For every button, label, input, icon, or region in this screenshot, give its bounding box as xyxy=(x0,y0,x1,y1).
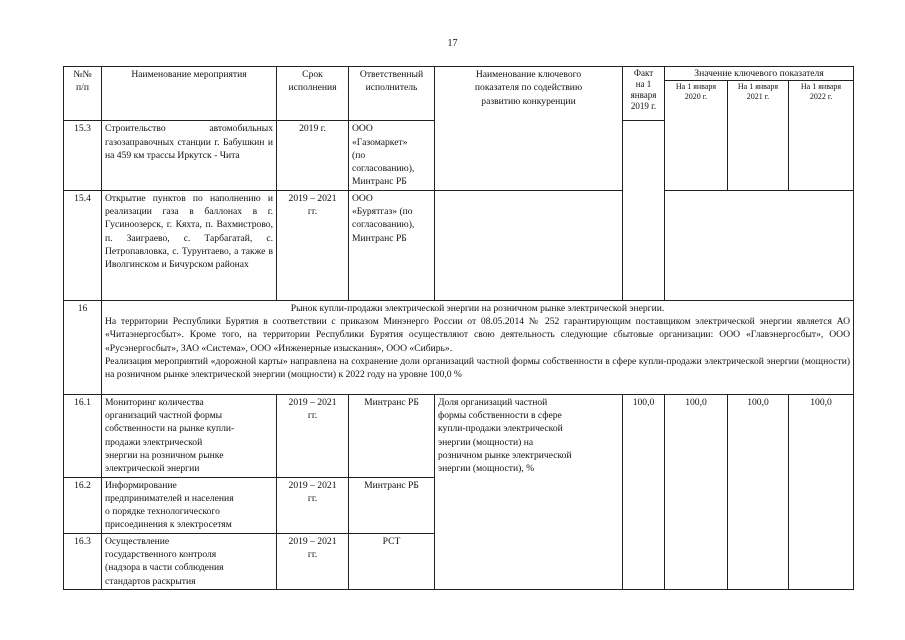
header-fact: Факт на 1 января 2019 г. xyxy=(623,67,665,121)
row-event: Осуществление государственного контроля (надзора в части соблюдения стандартов раскрытия xyxy=(102,533,277,589)
row-fact xyxy=(623,121,665,300)
table-row xyxy=(64,394,854,477)
table-row xyxy=(64,190,854,300)
indicator-name: Доля организаций частной формы собственности в сфере купли-продажи электрической энергии (мощности) на розничном рынке электрической энергии (мощности), % xyxy=(435,394,623,589)
roadmap-table xyxy=(63,66,854,590)
row-event: Открытие пунктов по наполнению и реализации газа в баллонах в г. Гусиноозерск, г. Кяхта, п. Вахмистрово, п. Заиграево, с. Тарбагатай, с. Петропавловка, с. Турунтаево, а также в Иволгинском и Бичурском районах xyxy=(102,190,277,300)
indicator-2022: 100,0 xyxy=(789,394,854,589)
section-paragraph: Реализация мероприятий «дорожной карты» направлена на сохранение доли организаций частной формы собственности в сфере купли-продажи электрической энергии (мощности) на розничном рынке электрической энергии (мощности) к 2022 году на уровне 100,0 % xyxy=(105,355,851,381)
row-num: 16.3 xyxy=(64,533,102,589)
row-event: Строительство автомобильных газозаправочных станции г. Бабушкин и на 459 км трассы Иркутск - Чита xyxy=(102,121,277,190)
row-indicator xyxy=(435,190,623,300)
row-deadline: 2019 – 2021 гг. xyxy=(277,190,349,300)
row-num: 16.1 xyxy=(64,394,102,477)
row-deadline: 2019 – 2021 гг. xyxy=(277,394,349,477)
header-2020: На 1 января 2020 г. xyxy=(665,81,728,190)
row-event: Мониторинг количества организаций частной формы собственности на рынке купли- продажи электрической энергии на розничном рынке электрической энергии xyxy=(102,394,277,477)
section-title: Рынок купли-продажи электрической энергии на розничном рынке электрической энергии. xyxy=(290,302,665,314)
row-responsible: ООО «Газомаркет» (по согласованию), Минтранс РБ xyxy=(349,121,435,190)
indicator-2020: 100,0 xyxy=(665,394,728,589)
indicator-fact: 100,0 xyxy=(623,394,665,589)
row-deadline: 2019 – 2021 гг. xyxy=(277,477,349,533)
header-value-group: Значение ключевого показателя xyxy=(665,67,854,81)
row-deadline: 2019 г. xyxy=(277,121,349,190)
header-event: Наименование мероприятия xyxy=(102,67,277,121)
header-row xyxy=(64,67,854,81)
row-event: Информирование предпринимателей и населения о порядке технологического присоединения к электросетям xyxy=(102,477,277,533)
row-num: 16.2 xyxy=(64,477,102,533)
section-paragraph: На территории Республики Бурятия в соответствии с приказом Минэнерго России от 08.05.2014 № 252 гарантирующим поставщиком электрической энергии является АО «Читаэнергосбыт». Кроме того, на территории Республики Бурятия осуществляют свою деятельность следующие сбытовые организации: ООО «Главэнергосбыт», ООО «Русэнергосбыт», ЗАО «Система», ООО «Инженерные изыскания», ООО «Сибирь». xyxy=(105,316,851,354)
row-responsible: ООО «Бурятгаз» (по согласованию), Минтранс РБ xyxy=(349,190,435,300)
section-description xyxy=(102,300,854,394)
section-num: 16 xyxy=(64,300,102,394)
page-number: 17 xyxy=(447,38,458,49)
header-2021: На 1 января 2021 г. xyxy=(728,81,789,190)
indicator-2021: 100,0 xyxy=(728,394,789,589)
row-deadline: 2019 – 2021 гг. xyxy=(277,533,349,589)
header-num: №№ п/п xyxy=(64,67,102,121)
section-row xyxy=(64,300,854,394)
header-2022: На 1 января 2022 г. xyxy=(789,81,854,190)
row-responsible: РСТ xyxy=(349,533,435,589)
header-deadline: Срок исполнения xyxy=(277,67,349,121)
row-num: 15.4 xyxy=(64,190,102,300)
row-num: 15.3 xyxy=(64,121,102,190)
row-responsible: Минтранс РБ xyxy=(349,477,435,533)
header-responsible: Ответственный исполнитель xyxy=(349,67,435,121)
header-indicator: Наименование ключевого показателя по содействию развитию конкуренции xyxy=(435,67,623,191)
row-responsible: Минтранс РБ xyxy=(349,394,435,477)
